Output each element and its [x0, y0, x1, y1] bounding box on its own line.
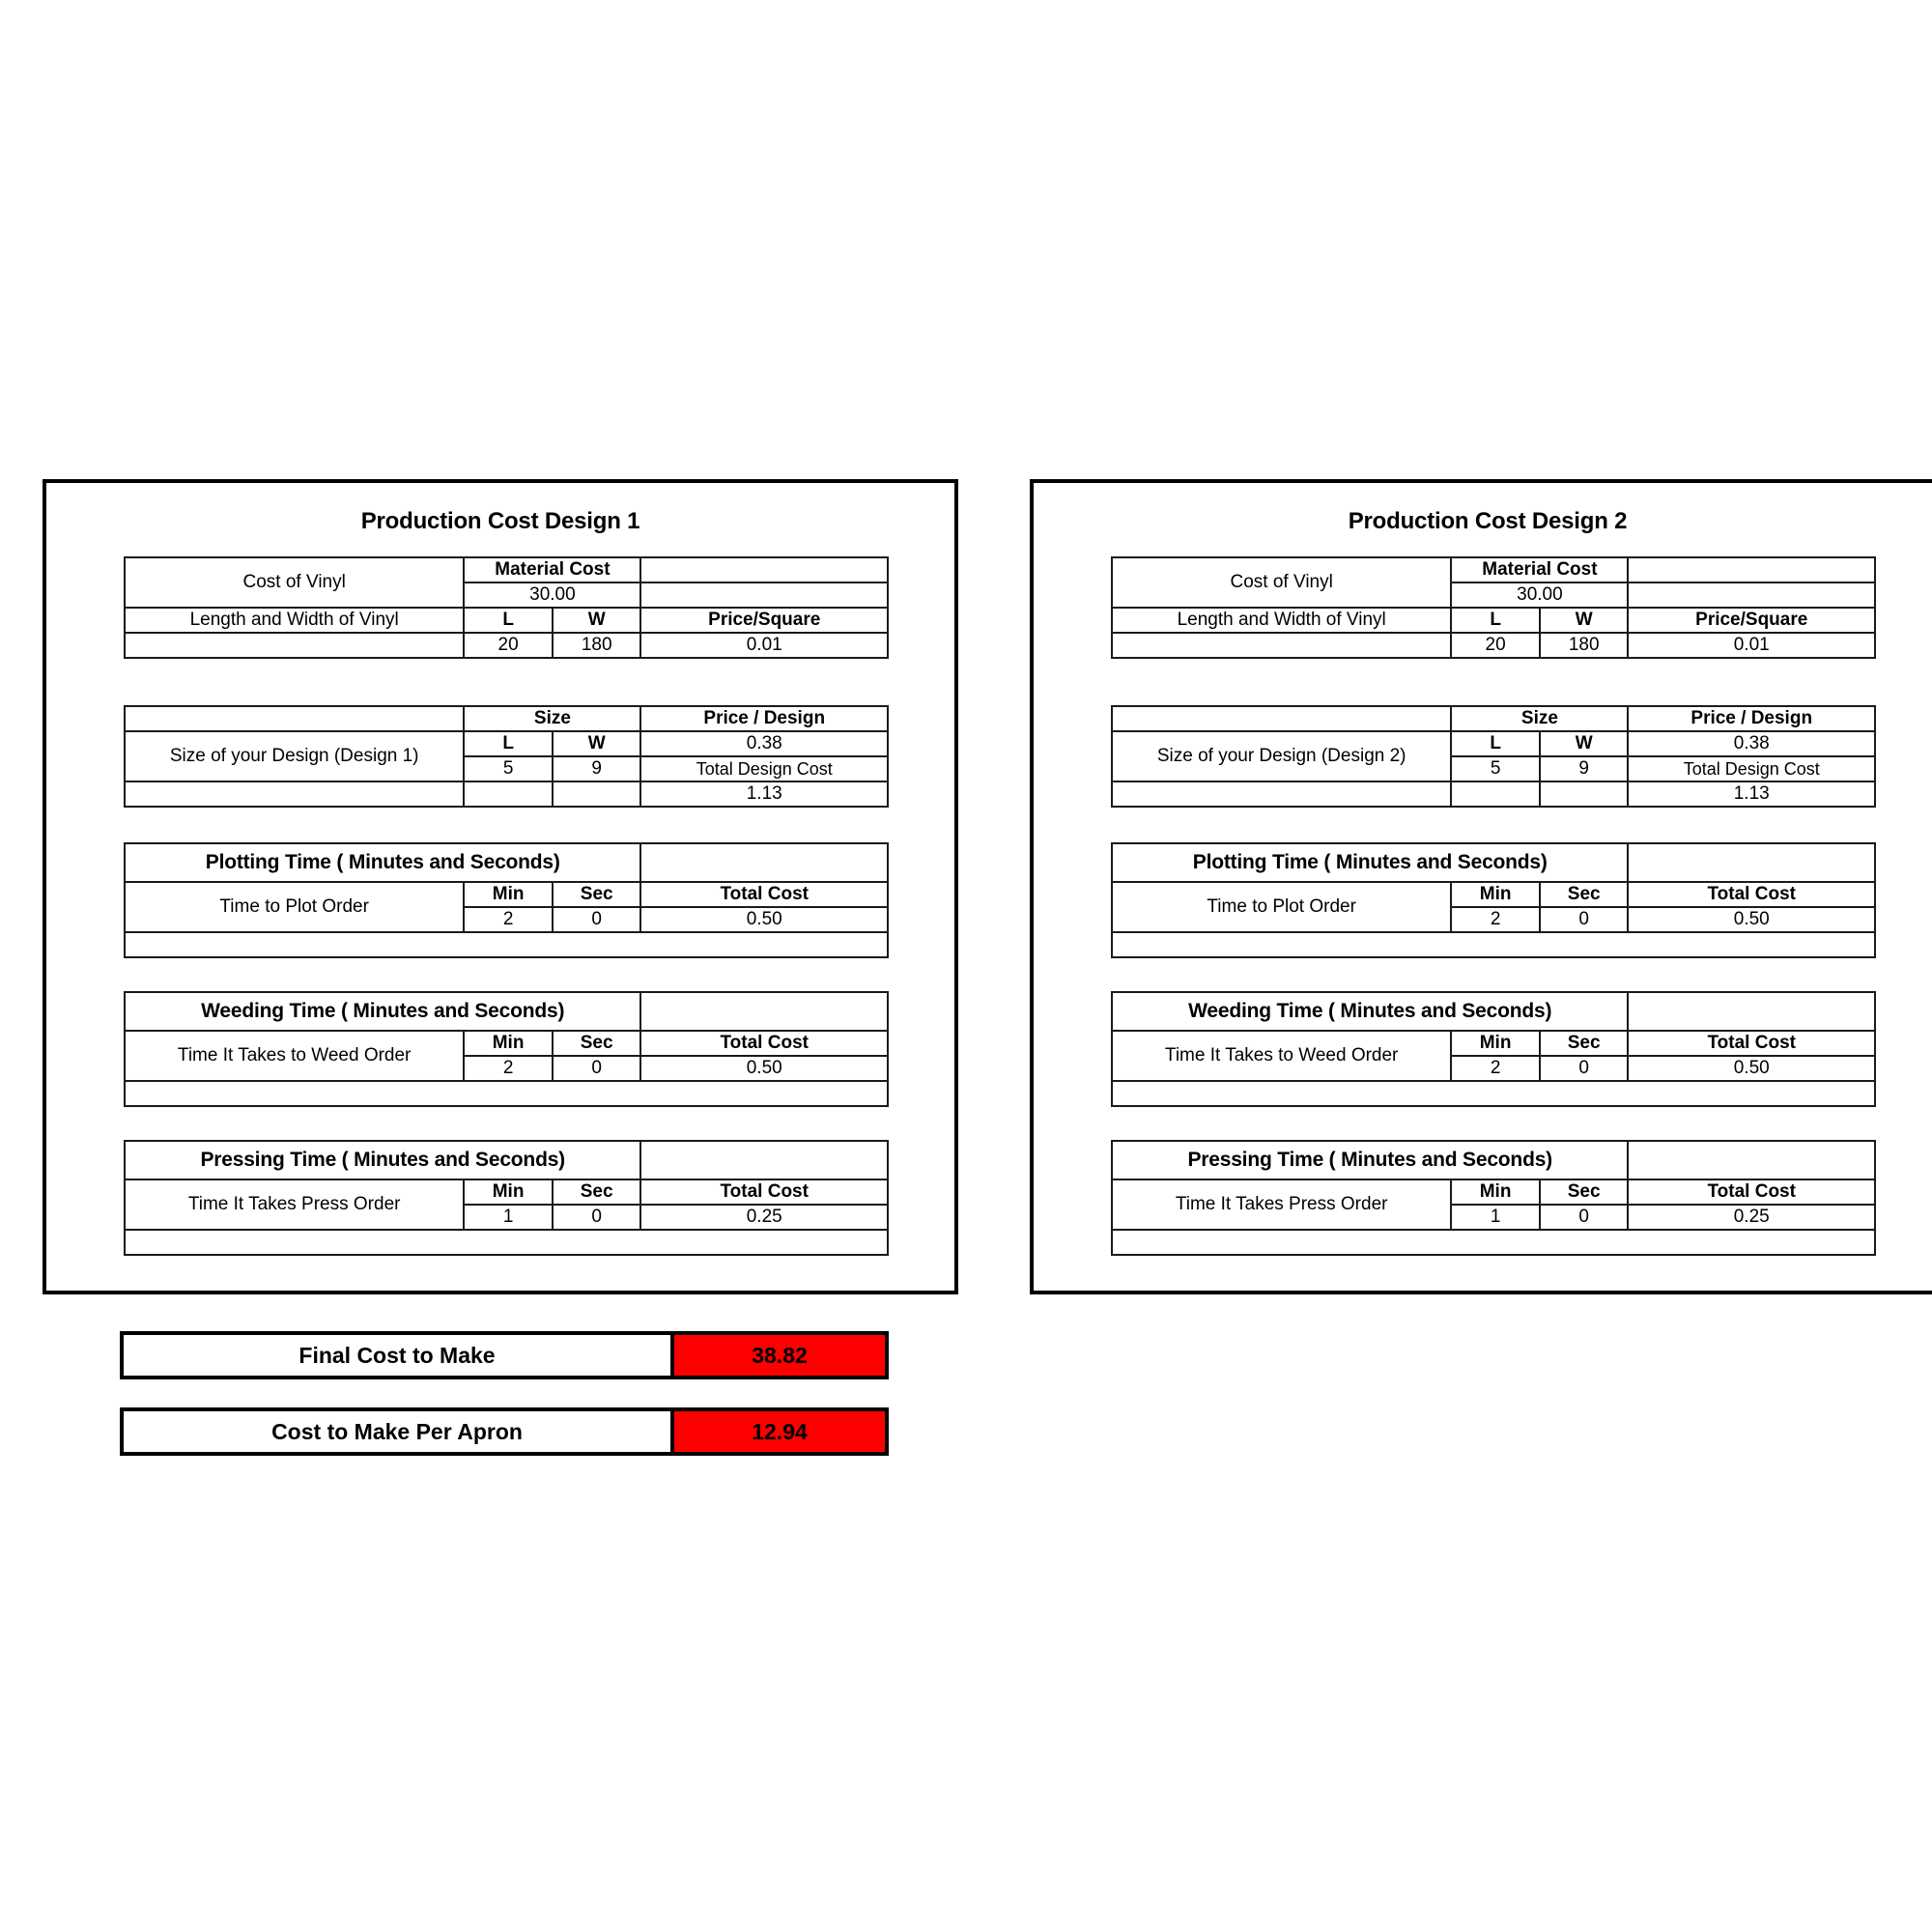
divider-bar-row [125, 932, 888, 957]
header-sec: Sec [553, 882, 641, 907]
table-size-of-design-2 [1111, 705, 1876, 808]
table-row [1112, 633, 1875, 658]
section-header-pressing-time: Pressing Time ( Minutes and Seconds) [1112, 1141, 1628, 1179]
table-weeding-time-design-1 [124, 991, 889, 1107]
block-cost-of-vinyl-design-1 [124, 556, 889, 659]
table-row [1112, 706, 1875, 731]
header-sec: Sec [553, 1179, 641, 1205]
value-price-square: 0.01 [640, 633, 888, 658]
value-price-per-design: 0.38 [640, 731, 888, 756]
header-total-cost: Total Cost [640, 1179, 888, 1205]
divider-bar-row [1112, 1230, 1875, 1255]
table-row [125, 781, 888, 807]
table-size-of-design-1 [124, 705, 889, 808]
header-size: Size [464, 706, 640, 731]
spacer-cell [125, 781, 464, 807]
spacer-cell [1540, 781, 1629, 807]
header-total-cost: Total Cost [1628, 1179, 1875, 1205]
spacer-cell [1628, 1141, 1875, 1179]
panel-title-design-2: Production Cost Design 2 [1348, 508, 1628, 534]
cell-time-to-weed-label: Time It Takes to Weed Order [125, 1031, 464, 1081]
spacer-cell [1628, 582, 1875, 608]
value-design-length[interactable]: 5 [1451, 756, 1540, 781]
table-row [125, 557, 888, 582]
value-vinyl-width[interactable]: 180 [553, 633, 641, 658]
panel-title-design-1: Production Cost Design 1 [360, 508, 640, 534]
header-price-design: Price / Design [1628, 706, 1875, 731]
table-row [1112, 1031, 1875, 1056]
header-price-design: Price / Design [640, 706, 888, 731]
header-total-cost: Total Cost [1628, 882, 1875, 907]
panel-production-cost-design-1 [43, 479, 958, 1294]
table-row [122, 1333, 887, 1378]
block-size-of-design-1 [124, 705, 889, 808]
header-material-cost: Material Cost [1451, 557, 1628, 582]
header-design-width: W [553, 731, 641, 756]
divider-bar-row [1112, 932, 1875, 957]
header-min: Min [1451, 1031, 1540, 1056]
spacer-cell [553, 781, 641, 807]
spacer-cell [640, 1141, 888, 1179]
table-row [1112, 882, 1875, 907]
value-weed-sec[interactable]: 0 [1540, 1056, 1629, 1081]
table-row [1112, 608, 1875, 633]
summary-per-apron-row [120, 1407, 885, 1456]
divider-bar [125, 932, 888, 957]
header-min: Min [464, 1031, 553, 1056]
divider-bar-row [125, 1081, 888, 1106]
header-design-length: L [464, 731, 553, 756]
cell-size-of-design-label: Size of your Design (Design 2) [1112, 731, 1451, 781]
table-cost-of-vinyl-design-1 [124, 556, 889, 659]
spacer-cell [640, 843, 888, 882]
header-sec: Sec [553, 1031, 641, 1056]
value-plot-total-cost: 0.50 [640, 907, 888, 932]
table-cost-of-vinyl-design-2 [1111, 556, 1876, 659]
table-row [1112, 731, 1875, 756]
value-final-cost-to-make: 38.82 [672, 1333, 887, 1378]
header-min: Min [1451, 882, 1540, 907]
value-press-total-cost: 0.25 [640, 1205, 888, 1230]
value-vinyl-length[interactable]: 20 [1451, 633, 1540, 658]
section-header-weeding-time: Weeding Time ( Minutes and Seconds) [1112, 992, 1628, 1031]
spacer-cell [1628, 992, 1875, 1031]
value-design-length[interactable]: 5 [464, 756, 553, 781]
value-design-width[interactable]: 9 [553, 756, 641, 781]
value-vinyl-length[interactable]: 20 [464, 633, 553, 658]
table-row [1112, 1141, 1875, 1179]
block-size-of-design-2 [1111, 705, 1876, 808]
cell-time-to-press-label: Time It Takes Press Order [1112, 1179, 1451, 1230]
divider-bar [1112, 1230, 1875, 1255]
spacer-cell [640, 582, 888, 608]
table-row [125, 1179, 888, 1205]
header-width: W [553, 608, 641, 633]
value-total-design-cost: 1.13 [640, 781, 888, 807]
divider-bar [125, 1230, 888, 1255]
block-weeding-time-design-1 [124, 991, 889, 1107]
header-price-square: Price/Square [640, 608, 888, 633]
table-final-cost [120, 1331, 889, 1379]
divider-bar-row [1112, 1081, 1875, 1106]
table-row [125, 992, 888, 1031]
section-header-pressing-time: Pressing Time ( Minutes and Seconds) [125, 1141, 640, 1179]
table-pressing-time-design-2 [1111, 1140, 1876, 1256]
header-min: Min [464, 882, 553, 907]
table-row [122, 1409, 887, 1454]
label-final-cost-to-make: Final Cost to Make [122, 1333, 672, 1378]
value-material-cost[interactable]: 30.00 [1451, 582, 1628, 608]
divider-bar [125, 1081, 888, 1106]
cell-time-to-weed-label: Time It Takes to Weed Order [1112, 1031, 1451, 1081]
value-material-cost[interactable]: 30.00 [464, 582, 640, 608]
spacer-cell [1628, 557, 1875, 582]
value-press-sec[interactable]: 0 [553, 1205, 641, 1230]
block-pressing-time-design-1 [124, 1140, 889, 1256]
header-length: L [464, 608, 553, 633]
value-total-design-cost: 1.13 [1628, 781, 1875, 807]
value-press-min[interactable]: 1 [464, 1205, 553, 1230]
spacer-cell [640, 992, 888, 1031]
value-weed-total-cost: 0.50 [640, 1056, 888, 1081]
table-row [125, 843, 888, 882]
cell-empty [1112, 633, 1451, 658]
cell-cost-of-vinyl-label: Cost of Vinyl [1112, 557, 1451, 608]
value-cost-to-make-per-apron: 12.94 [672, 1409, 887, 1454]
cell-size-of-design-label: Size of your Design (Design 1) [125, 731, 464, 781]
header-material-cost: Material Cost [464, 557, 640, 582]
label-total-design-cost: Total Design Cost [640, 756, 888, 781]
cell-cost-of-vinyl-label: Cost of Vinyl [125, 557, 464, 608]
header-min: Min [464, 1179, 553, 1205]
cell-empty [125, 633, 464, 658]
table-row [1112, 992, 1875, 1031]
value-weed-min[interactable]: 2 [1451, 1056, 1540, 1081]
table-row [1112, 1179, 1875, 1205]
value-price-square: 0.01 [1628, 633, 1875, 658]
table-row [125, 1141, 888, 1179]
divider-bar [1112, 1081, 1875, 1106]
block-plotting-time-design-1 [124, 842, 889, 958]
cell-length-width-label: Length and Width of Vinyl [1112, 608, 1451, 633]
block-weeding-time-design-2 [1111, 991, 1876, 1107]
cell-time-to-plot-label: Time to Plot Order [125, 882, 464, 932]
value-plot-min[interactable]: 2 [1451, 907, 1540, 932]
header-sec: Sec [1540, 882, 1629, 907]
label-total-design-cost: Total Design Cost [1628, 756, 1875, 781]
table-row [1112, 557, 1875, 582]
spacer-cell [1112, 706, 1451, 731]
divider-bar-row [125, 1230, 888, 1255]
header-sec: Sec [1540, 1031, 1629, 1056]
header-sec: Sec [1540, 1179, 1629, 1205]
value-press-sec[interactable]: 0 [1540, 1205, 1629, 1230]
header-total-cost: Total Cost [640, 882, 888, 907]
table-row [125, 608, 888, 633]
header-total-cost: Total Cost [1628, 1031, 1875, 1056]
label-cost-to-make-per-apron: Cost to Make Per Apron [122, 1409, 672, 1454]
table-plotting-time-design-2 [1111, 842, 1876, 958]
header-total-cost: Total Cost [640, 1031, 888, 1056]
table-row [125, 1031, 888, 1056]
value-plot-sec[interactable]: 0 [553, 907, 641, 932]
table-pressing-time-design-1 [124, 1140, 889, 1256]
header-design-length: L [1451, 731, 1540, 756]
table-row [1112, 843, 1875, 882]
spacer-cell [1451, 781, 1540, 807]
header-length: L [1451, 608, 1540, 633]
spacer-cell [125, 706, 464, 731]
cell-time-to-plot-label: Time to Plot Order [1112, 882, 1451, 932]
header-width: W [1540, 608, 1629, 633]
value-plot-sec[interactable]: 0 [1540, 907, 1629, 932]
panel-production-cost-design-2 [1030, 479, 1932, 1294]
table-cost-per-apron [120, 1407, 889, 1456]
header-min: Min [1451, 1179, 1540, 1205]
block-cost-of-vinyl-design-2 [1111, 556, 1876, 659]
value-weed-total-cost: 0.50 [1628, 1056, 1875, 1081]
value-weed-min[interactable]: 2 [464, 1056, 553, 1081]
summary-final-cost-row [120, 1331, 885, 1379]
section-header-plotting-time: Plotting Time ( Minutes and Seconds) [1112, 843, 1628, 882]
table-row [125, 633, 888, 658]
value-press-min[interactable]: 1 [1451, 1205, 1540, 1230]
header-size: Size [1451, 706, 1628, 731]
section-header-plotting-time: Plotting Time ( Minutes and Seconds) [125, 843, 640, 882]
spacer-cell [640, 557, 888, 582]
value-plot-total-cost: 0.50 [1628, 907, 1875, 932]
spacer-cell [1628, 843, 1875, 882]
spacer-cell [464, 781, 553, 807]
value-vinyl-width[interactable]: 180 [1540, 633, 1629, 658]
table-row [125, 706, 888, 731]
table-row [125, 731, 888, 756]
value-price-per-design: 0.38 [1628, 731, 1875, 756]
table-plotting-time-design-1 [124, 842, 889, 958]
cell-time-to-press-label: Time It Takes Press Order [125, 1179, 464, 1230]
section-header-weeding-time: Weeding Time ( Minutes and Seconds) [125, 992, 640, 1031]
value-press-total-cost: 0.25 [1628, 1205, 1875, 1230]
cell-length-width-label: Length and Width of Vinyl [125, 608, 464, 633]
header-design-width: W [1540, 731, 1629, 756]
value-weed-sec[interactable]: 0 [553, 1056, 641, 1081]
block-plotting-time-design-2 [1111, 842, 1876, 958]
table-weeding-time-design-2 [1111, 991, 1876, 1107]
spacer-cell [1112, 781, 1451, 807]
block-pressing-time-design-2 [1111, 1140, 1876, 1256]
divider-bar [1112, 932, 1875, 957]
value-plot-min[interactable]: 2 [464, 907, 553, 932]
header-price-square: Price/Square [1628, 608, 1875, 633]
value-design-width[interactable]: 9 [1540, 756, 1629, 781]
table-row [125, 882, 888, 907]
table-row [1112, 781, 1875, 807]
